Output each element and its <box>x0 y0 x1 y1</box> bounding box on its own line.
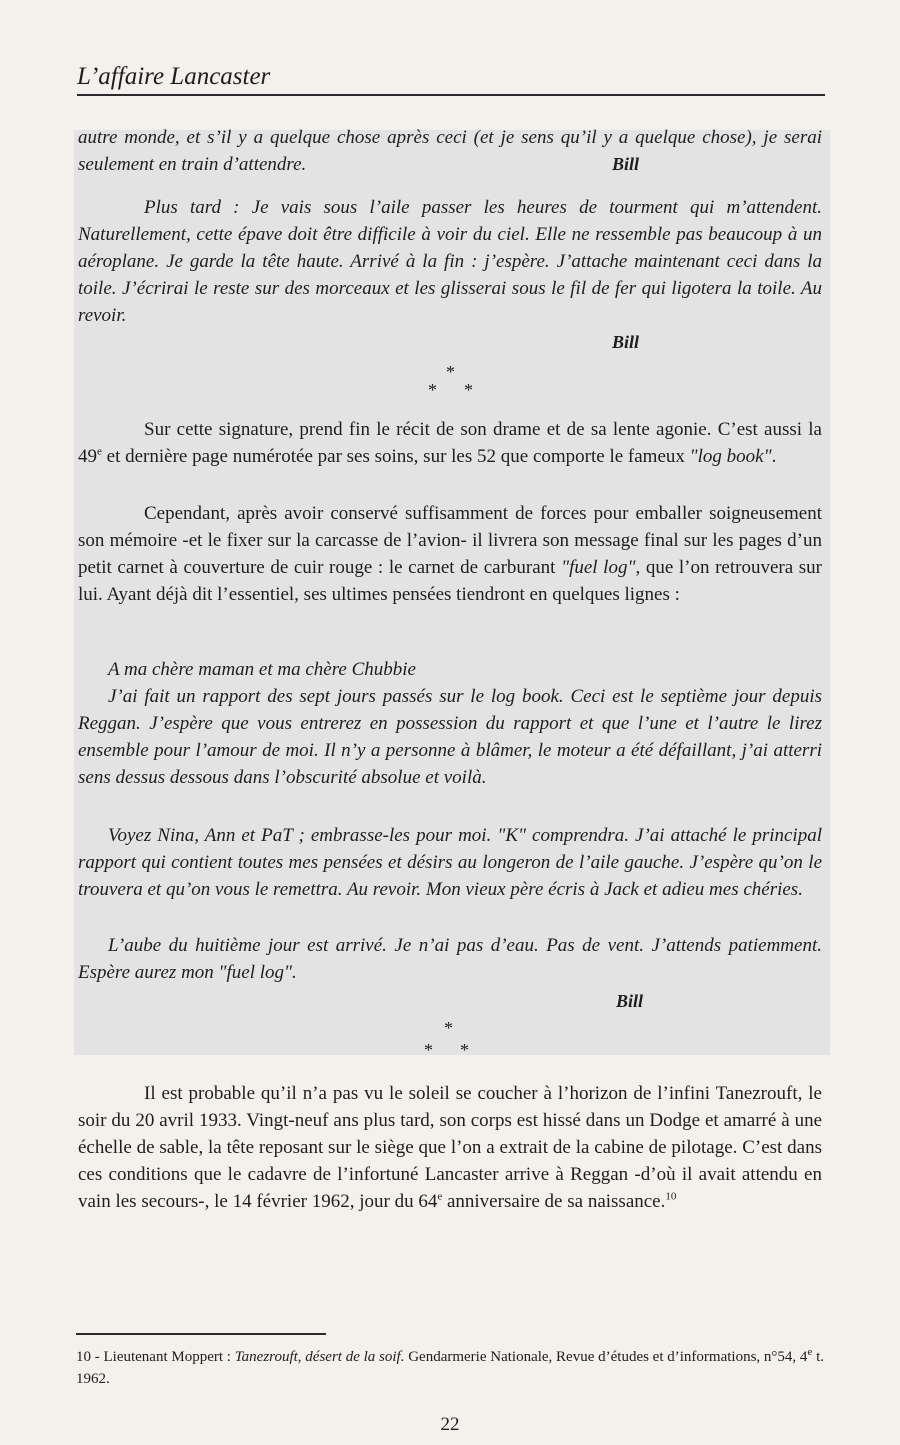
footnote-divider <box>76 1333 326 1335</box>
narrative-paragraph-fuel-log: Cependant, après avoir conservé suffisamment de forces pour emballer soigneusement son mémoire -et le fixer sur la carcasse de l’avion- il livrera son message final sur les pages d’un petit carnet à couverture de cuir rouge : le carnet de carburant "fuel log", que l’on retrouvera sur lui. Ayant déjà dit l’essentiel, ses ultimes pensées tiendront en quelques lignes : <box>78 503 823 605</box>
footnote-reference: 10 <box>665 1190 677 1203</box>
letter-paragraph-later: Plus tard : Je vais sous l’aile passer les heures de tourment qui m’attendent. Naturellement, cette épave doit être difficile à voir du ciel. Elle ne ressemble pas beaucoup à un aéroplane. Je garde la tête haute. Arrivé à la fin : j’espère. J’attache maintenant ceci dans la toile. J’écrirai le reste sur des morceaux et les glisserai sous le fil de fer qui ligotera la toile. Au revoir. <box>78 197 822 326</box>
running-head: L’affaire Lancaster <box>77 62 825 96</box>
asterism-star-left-2: * <box>424 1040 433 1060</box>
asterism-star-left: * <box>428 380 437 400</box>
final-letter-paragraph-3: L’aube du huitième jour est arrivé. Je n’ai pas d’eau. Pas de vent. J’attends patiemment. Espère aurez mon "fuel log". <box>78 935 822 983</box>
final-letter-salutation: A ma chère maman et ma chère Chubbie <box>108 659 416 680</box>
letter-paragraph-end: autre monde, et s’il y a quelque chose après ceci (et je sens qu’il y a quelque chose), je serai seulement en train d’attendre. <box>78 127 822 175</box>
signature-bill-2: Bill <box>612 332 640 352</box>
narrative-paragraph-signature: Sur cette signature, prend fin le récit de son drame et de sa lente agonie. C’est aussi la 49e et dernière page numérotée par ses soins, sur les 52 que comporte le fameux "log book". <box>78 419 822 467</box>
final-letter-paragraph-1: J’ai fait un rapport des sept jours passés sur le log book. Ceci est le septième jour depuis Reggan. J’espère que vous entrerez en possession du rapport et que l’une et l’autre le lirez ensemble pour l’amour de moi. Il n’y a personne à blâmer, le moteur a été défaillant, j’ai atterri sens dessus dessous dans l’obscurité absolue et voilà. <box>78 686 822 788</box>
signature-bill-3: Bill <box>616 991 644 1011</box>
asterism-star-top-2: * <box>444 1018 453 1038</box>
page-number: 22 <box>440 1414 460 1435</box>
footnote-10: 10 - Lieutenant Moppert : Tanezrouft, désert de la soif. Gendarmerie Nationale, Revue d’études et d’informations, n°54, 4e t. 1962. <box>76 1346 824 1387</box>
signature-bill-1: Bill <box>612 154 640 174</box>
asterism-star-right-2: * <box>460 1040 469 1060</box>
narrative-paragraph-body-found: Il est probable qu’il n’a pas vu le soleil se coucher à l’horizon de l’infini Tanezrouft, le soir du 20 avril 1933. Vingt-neuf ans plus tard, son corps est hissé dans un Dodge et amarré à une échelle de sable, la tête reposant sur le siège que l’on a extrait de la cabine de pilotage. C’est dans ces conditions que le cadavre de l’infortuné Lancaster arrive à Reggan -d’où il avait attendu en vain les secours-, le 14 février 1962, jour du 64e anniversaire de sa naissance.$^{10}$ <box>78 1083 822 1212</box>
asterism-star-right: * <box>464 380 473 400</box>
asterism-star-top: * <box>446 362 455 382</box>
final-letter-paragraph-2: Voyez Nina, Ann et PaT ; embrasse-les pour moi. "K" comprendra. J’ai attaché le principal rapport qui contient toutes mes pensées et désirs au longeron de l’aile gauche. J’espère qu’on le trouvera et qu’on vous le remettra. Au revoir. Mon vieux père écris à Jack et adieu mes chéries. <box>78 825 822 900</box>
